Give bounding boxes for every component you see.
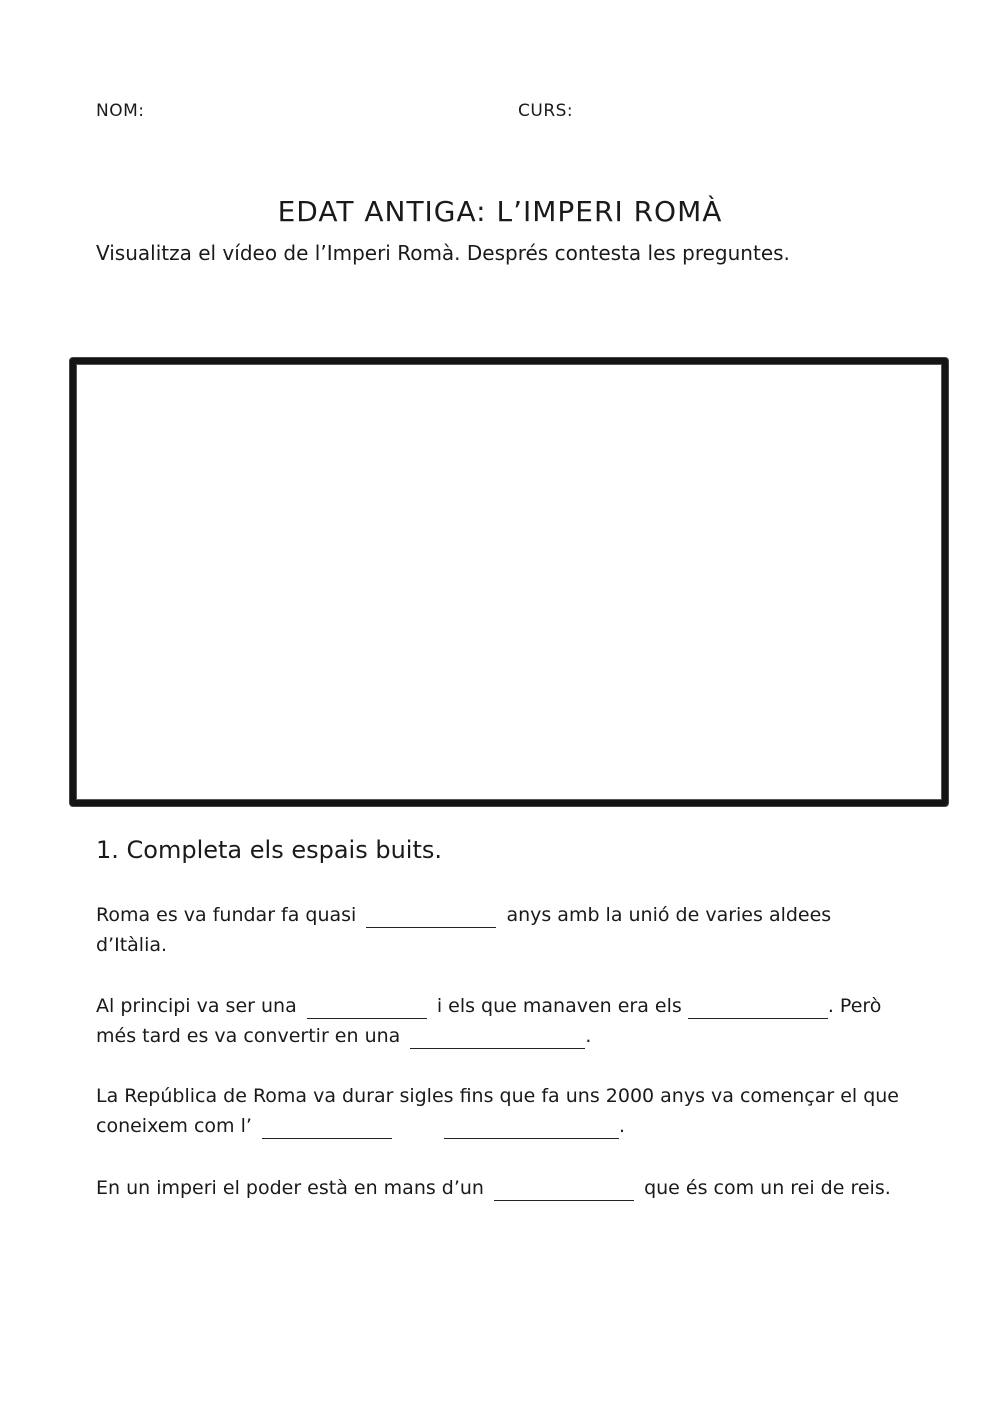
blank-founding-years[interactable] <box>366 905 496 928</box>
question-1-heading: 1. Completa els espais buits. <box>96 836 442 864</box>
paragraph-2-text-3: . Però més tard es va convertir en una <box>96 995 882 1047</box>
paragraph-2-text-1: Al principi va ser una <box>96 995 297 1017</box>
paragraph-1-text-after: anys amb la unió de varies aldees d’Itàlia. <box>96 904 832 956</box>
blank-empire-word-1[interactable] <box>262 1116 392 1139</box>
paragraph-4-text-after: que és com un rei de reis. <box>644 1177 891 1199</box>
paragraph-3-text-before: La República de Roma va durar sigles fins que fa uns 2000 anys va començar el que coneixem com l’ <box>96 1085 900 1137</box>
paragraph-1-text-before: Roma es va fundar fa quasi <box>96 904 357 926</box>
blank-empire-word-2[interactable] <box>444 1116 619 1139</box>
blank-initial-government[interactable] <box>307 996 427 1019</box>
fill-in-paragraph-2 <box>96 991 906 1051</box>
video-frame[interactable] <box>70 358 948 806</box>
fill-in-paragraph-1 <box>96 900 906 960</box>
curs-label: CURS: <box>518 101 574 121</box>
fill-in-paragraph-3 <box>96 1081 906 1141</box>
blank-emperor[interactable] <box>494 1178 634 1201</box>
paragraph-2-text-4: . <box>585 1025 592 1047</box>
fill-in-paragraph-4 <box>96 1173 906 1203</box>
blank-rulers[interactable] <box>688 996 828 1019</box>
paragraph-3-text-after: . <box>618 1115 626 1137</box>
worksheet-title: EDAT ANTIGA: L’IMPERI ROMÀ <box>277 195 723 228</box>
paragraph-2-text-2: i els que manaven era els <box>436 995 682 1017</box>
intro-instructions: Visualitza el vídeo de l’Imperi Romà. Després contesta les preguntes. <box>96 241 790 265</box>
blank-later-government[interactable] <box>410 1026 585 1049</box>
paragraph-4-text-before: En un imperi el poder està en mans d’un <box>96 1177 484 1199</box>
nom-label: NOM: <box>96 101 145 121</box>
